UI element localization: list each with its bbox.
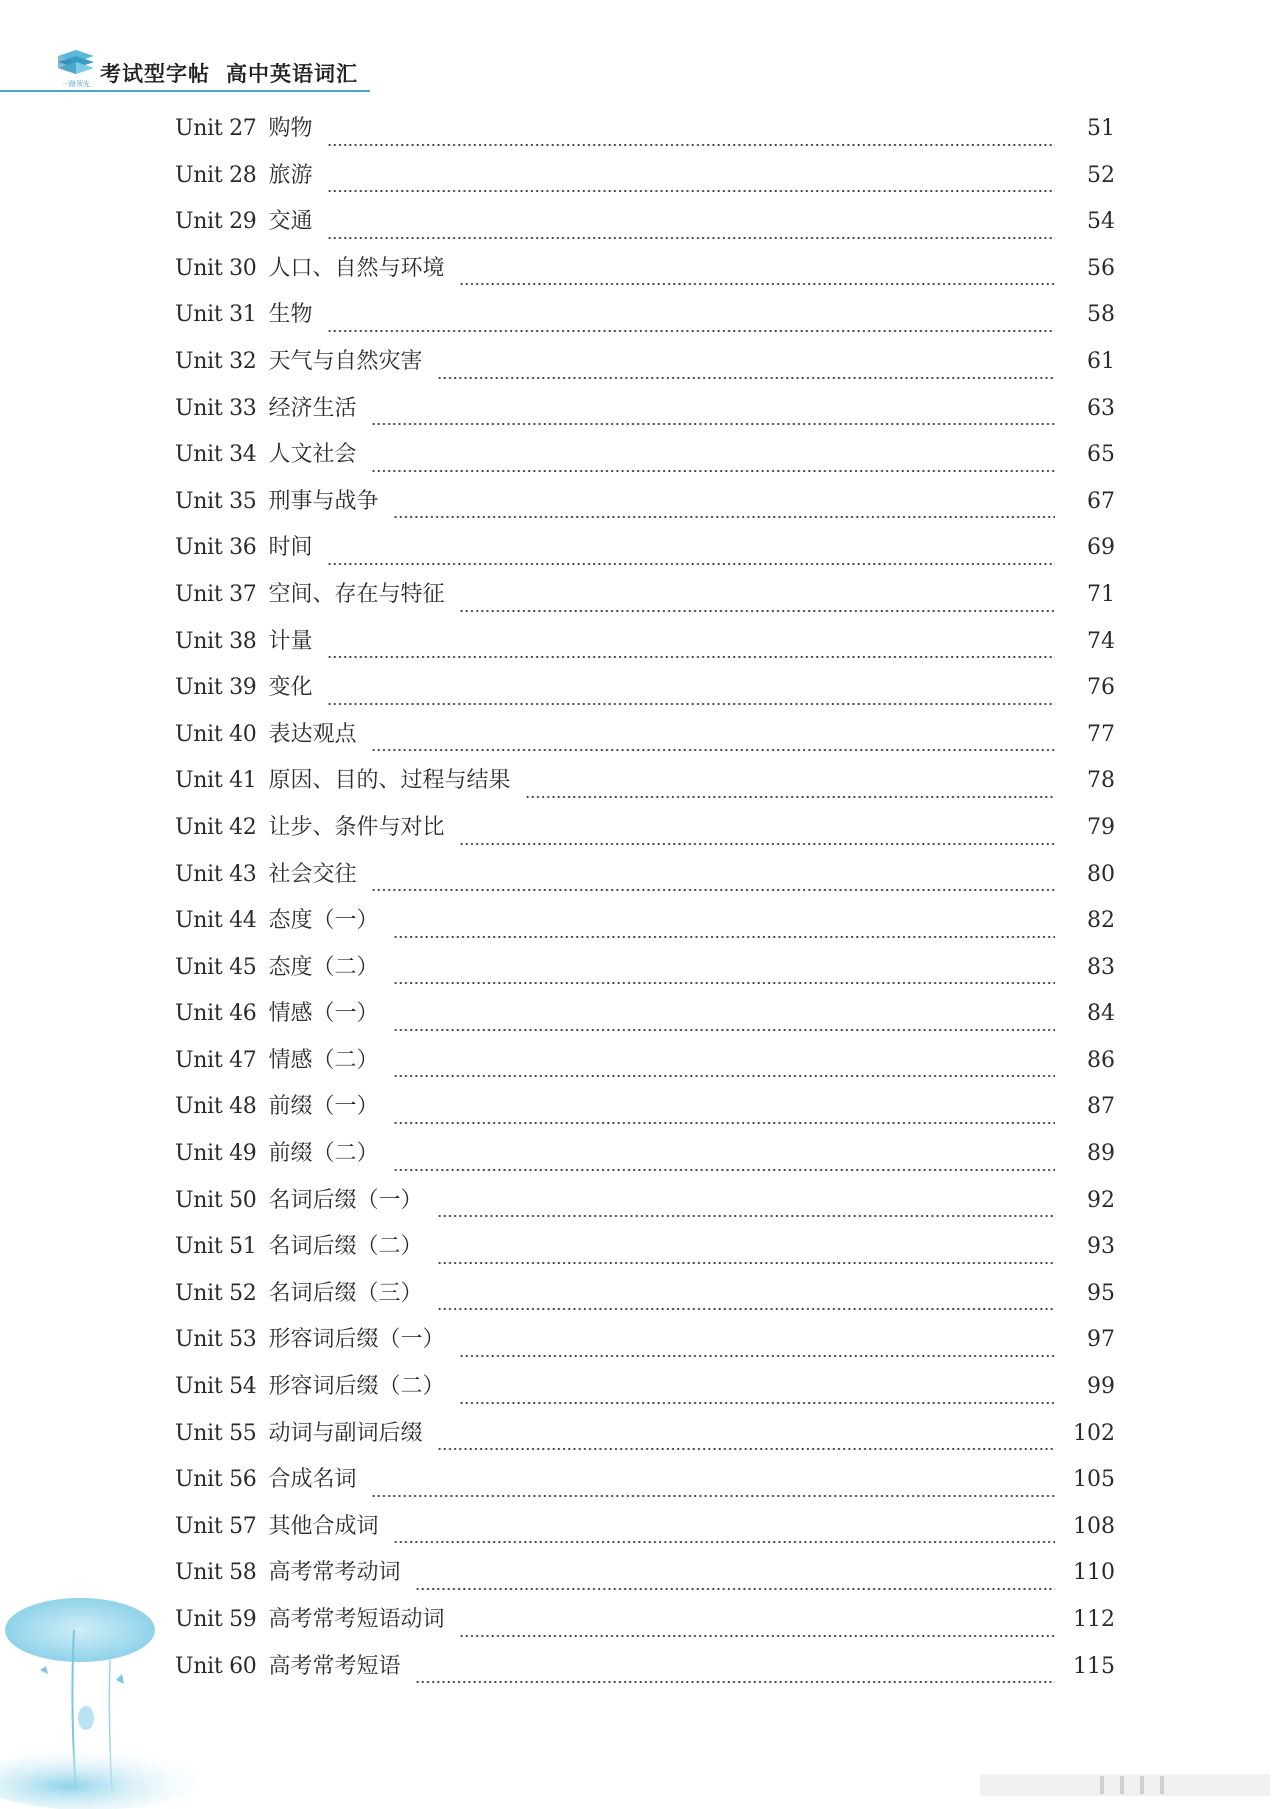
toc-title: 生物 [268, 302, 313, 328]
toc-page-number: 89 [1087, 1141, 1115, 1167]
series-title: 考试型字帖 [100, 62, 210, 86]
toc-unit-label: Unit 34 [175, 442, 257, 468]
toc-title: 变化 [268, 675, 313, 701]
toc-leader-dots [371, 1495, 1056, 1497]
logo-caption: 一路领先 [62, 80, 90, 88]
toc-leader-dots [371, 889, 1056, 891]
toc-page-number: 56 [1087, 255, 1115, 281]
toc-title: 名词后缀（一） [268, 1187, 423, 1213]
toc-entry[interactable] [175, 1604, 1115, 1651]
toc-title: 高考常考动词 [268, 1560, 401, 1586]
toc-entry[interactable] [175, 532, 1115, 579]
toc-entry[interactable] [175, 905, 1115, 952]
toc-title: 态度（二） [268, 954, 379, 980]
toc-leader-dots [393, 1541, 1056, 1543]
toc-unit-label: Unit 54 [175, 1374, 257, 1400]
toc-entry[interactable] [175, 1464, 1115, 1511]
toc-unit-label: Unit 44 [175, 908, 257, 934]
toc-leader-dots [327, 330, 1056, 332]
toc-title: 表达观点 [268, 721, 357, 747]
toc-page-number: 52 [1087, 162, 1115, 188]
toc-unit-label: Unit 46 [175, 1001, 257, 1027]
toc-title: 交通 [268, 209, 313, 235]
toc-unit-label: Unit 57 [175, 1513, 257, 1539]
toc-title: 形容词后缀（一） [268, 1327, 445, 1353]
toc-unit-label: Unit 48 [175, 1094, 257, 1120]
toc-page-number: 86 [1087, 1047, 1115, 1073]
toc-page-number: 115 [1073, 1653, 1115, 1679]
toc-leader-dots [327, 237, 1056, 239]
toc-title: 情感（一） [268, 1001, 379, 1027]
toc-title: 人文社会 [268, 442, 357, 468]
toc-title: 高考常考短语动词 [268, 1607, 445, 1632]
toc-page-number: 77 [1087, 721, 1115, 747]
toc-unit-label: Unit 42 [175, 814, 257, 840]
toc-leader-dots [459, 610, 1056, 612]
toc-page-number: 61 [1087, 348, 1115, 374]
toc-page-number: 105 [1073, 1467, 1115, 1493]
toc-page-number: 78 [1087, 768, 1115, 794]
toc-unit-label: Unit 33 [175, 395, 257, 421]
toc-unit-label: Unit 28 [175, 162, 257, 188]
toc-unit-label: Unit 43 [175, 861, 257, 887]
toc-entry[interactable] [175, 393, 1115, 440]
toc-entry[interactable] [175, 253, 1115, 300]
toc-unit-label: Unit 50 [175, 1187, 257, 1213]
toc-page-number: 80 [1087, 861, 1115, 887]
toc-page-number: 99 [1087, 1374, 1115, 1400]
header-rule [0, 90, 370, 92]
book-subject: 高中英语词汇 [226, 62, 358, 86]
toc-leader-dots [459, 283, 1056, 285]
toc-leader-dots [327, 656, 1056, 658]
toc-leader-dots [393, 936, 1056, 938]
toc-leader-dots [393, 1075, 1056, 1077]
toc-unit-label: Unit 51 [175, 1234, 257, 1260]
toc-title: 合成名词 [268, 1467, 357, 1493]
toc-leader-dots [393, 1029, 1056, 1031]
toc-leader-dots [459, 843, 1056, 845]
toc-title: 天气与自然灾害 [268, 348, 423, 374]
toc-leader-dots [371, 749, 1056, 751]
toc-unit-label: Unit 60 [175, 1653, 257, 1679]
toc-unit-label: Unit 56 [175, 1467, 257, 1493]
toc-leader-dots [371, 423, 1056, 425]
toc-title: 情感（二） [268, 1047, 379, 1073]
toc-unit-label: Unit 35 [175, 488, 257, 514]
toc-leader-dots [437, 1262, 1056, 1264]
toc-entry[interactable] [175, 672, 1115, 719]
toc-unit-label: Unit 31 [175, 302, 257, 328]
toc-page-number: 67 [1087, 488, 1115, 514]
toc-leader-dots [437, 377, 1056, 379]
toc-leader-dots [459, 1635, 1056, 1637]
toc-page-number: 110 [1073, 1560, 1115, 1586]
toc-entry[interactable] [175, 1185, 1115, 1232]
toc-title: 动词与副词后缀 [268, 1420, 423, 1446]
toc-unit-label: Unit 49 [175, 1141, 257, 1167]
toc-page-number: 95 [1087, 1280, 1115, 1306]
toc-title: 名词后缀（二） [268, 1234, 423, 1260]
toc-entry[interactable] [175, 206, 1115, 253]
toc-page-number: 74 [1087, 628, 1115, 654]
footer-decoration [980, 1770, 1270, 1800]
toc-unit-label: Unit 30 [175, 255, 257, 281]
toc-unit-label: Unit 27 [175, 116, 257, 141]
toc-entry[interactable] [175, 1371, 1115, 1418]
toc-leader-dots [371, 470, 1056, 472]
toc-entry[interactable] [175, 1231, 1115, 1278]
toc-leader-dots [459, 1402, 1056, 1404]
toc-title: 购物 [268, 116, 313, 141]
toc-page-number: 108 [1073, 1513, 1115, 1539]
toc-page-number: 51 [1087, 116, 1115, 141]
toc-unit-label: Unit 55 [175, 1420, 257, 1446]
toc-page-number: 112 [1073, 1607, 1115, 1632]
toc-leader-dots [437, 1448, 1056, 1450]
toc-title: 人口、自然与环境 [268, 255, 445, 281]
toc-page-number: 76 [1087, 675, 1115, 701]
toc-entry[interactable] [175, 1651, 1115, 1698]
toc-entry[interactable] [175, 1511, 1115, 1558]
toc-page-number: 69 [1087, 535, 1115, 561]
toc-page-number: 54 [1087, 209, 1115, 235]
toc-unit-label: Unit 39 [175, 675, 257, 701]
toc-page-number: 93 [1087, 1234, 1115, 1260]
toc-entry[interactable] [175, 1324, 1115, 1371]
toc-entry[interactable] [175, 765, 1115, 812]
toc-unit-label: Unit 36 [175, 535, 257, 561]
toc-page-number: 58 [1087, 302, 1115, 328]
toc-page-number: 71 [1087, 581, 1115, 607]
toc-leader-dots [393, 1122, 1056, 1124]
toc-page-number: 83 [1087, 954, 1115, 980]
toc-page-number: 102 [1073, 1420, 1115, 1446]
book-logo-icon [52, 46, 100, 90]
toc-unit-label: Unit 38 [175, 628, 257, 654]
toc-leader-dots [525, 796, 1056, 798]
toc-leader-dots [415, 1681, 1056, 1683]
page-header [0, 38, 380, 98]
toc-title: 高考常考短语 [268, 1653, 401, 1679]
toc-title: 原因、目的、过程与结果 [268, 768, 511, 794]
toc-unit-label: Unit 41 [175, 768, 257, 794]
toc-leader-dots [327, 190, 1056, 192]
toc-entry[interactable] [175, 579, 1115, 626]
toc-title: 名词后缀（三） [268, 1280, 423, 1306]
toc-title: 其他合成词 [268, 1513, 379, 1539]
toc-entry[interactable] [175, 439, 1115, 486]
toc-title: 前缀（二） [268, 1141, 379, 1167]
toc-title: 经济生活 [268, 395, 357, 421]
toc-entry[interactable] [175, 1138, 1115, 1185]
toc-entry[interactable] [175, 299, 1115, 346]
toc-entry[interactable] [175, 1418, 1115, 1465]
toc-page-number: 63 [1087, 395, 1115, 421]
toc-entry[interactable] [175, 1091, 1115, 1138]
toc-entry[interactable] [175, 1557, 1115, 1604]
toc-entry[interactable] [175, 1278, 1115, 1325]
toc-entry[interactable] [175, 952, 1115, 999]
toc-page-number: 79 [1087, 814, 1115, 840]
toc-unit-label: Unit 47 [175, 1047, 257, 1073]
toc-unit-label: Unit 58 [175, 1560, 257, 1586]
toc-title: 计量 [268, 628, 313, 654]
toc-page-number: 97 [1087, 1327, 1115, 1353]
toc-entry[interactable] [175, 113, 1115, 160]
toc-unit-label: Unit 45 [175, 954, 257, 980]
toc-page-number: 92 [1087, 1187, 1115, 1213]
toc-leader-dots [327, 703, 1056, 705]
toc-leader-dots [393, 982, 1056, 984]
toc-unit-label: Unit 40 [175, 721, 257, 747]
toc-title: 让步、条件与对比 [268, 814, 445, 840]
toc-unit-label: Unit 32 [175, 348, 257, 374]
toc-title: 空间、存在与特征 [268, 581, 445, 607]
toc-leader-dots [459, 1355, 1056, 1357]
toc-entry[interactable] [175, 626, 1115, 673]
toc-leader-dots [437, 1215, 1056, 1217]
toc-leader-dots [327, 144, 1056, 146]
toc-unit-label: Unit 37 [175, 581, 257, 607]
table-of-contents [175, 113, 1115, 1697]
toc-unit-label: Unit 52 [175, 1280, 257, 1306]
toc-entry[interactable] [175, 998, 1115, 1045]
toc-leader-dots [415, 1588, 1056, 1590]
toc-leader-dots [437, 1308, 1056, 1310]
toc-title: 态度（一） [268, 908, 379, 934]
toc-page-number: 84 [1087, 1001, 1115, 1027]
toc-entry[interactable] [175, 486, 1115, 533]
toc-title: 旅游 [268, 162, 313, 188]
toc-page-number: 87 [1087, 1094, 1115, 1120]
lotus-decoration [0, 1590, 230, 1809]
toc-unit-label: Unit 29 [175, 209, 257, 235]
toc-title: 社会交往 [268, 861, 357, 887]
toc-entry[interactable] [175, 859, 1115, 906]
toc-title: 前缀（一） [268, 1094, 379, 1120]
toc-entry[interactable] [175, 719, 1115, 766]
toc-entry[interactable] [175, 346, 1115, 393]
toc-entry[interactable] [175, 812, 1115, 859]
toc-leader-dots [327, 563, 1056, 565]
toc-entry[interactable] [175, 160, 1115, 207]
toc-page-number: 82 [1087, 908, 1115, 934]
toc-entry[interactable] [175, 1045, 1115, 1092]
toc-leader-dots [393, 516, 1056, 518]
toc-title: 形容词后缀（二） [268, 1374, 445, 1400]
toc-unit-label: Unit 53 [175, 1327, 257, 1353]
book-title [100, 58, 358, 88]
toc-unit-label: Unit 59 [175, 1607, 257, 1632]
toc-title: 刑事与战争 [268, 488, 379, 514]
toc-page-number: 65 [1087, 442, 1115, 468]
toc-title: 时间 [268, 535, 313, 561]
toc-leader-dots [393, 1169, 1056, 1171]
